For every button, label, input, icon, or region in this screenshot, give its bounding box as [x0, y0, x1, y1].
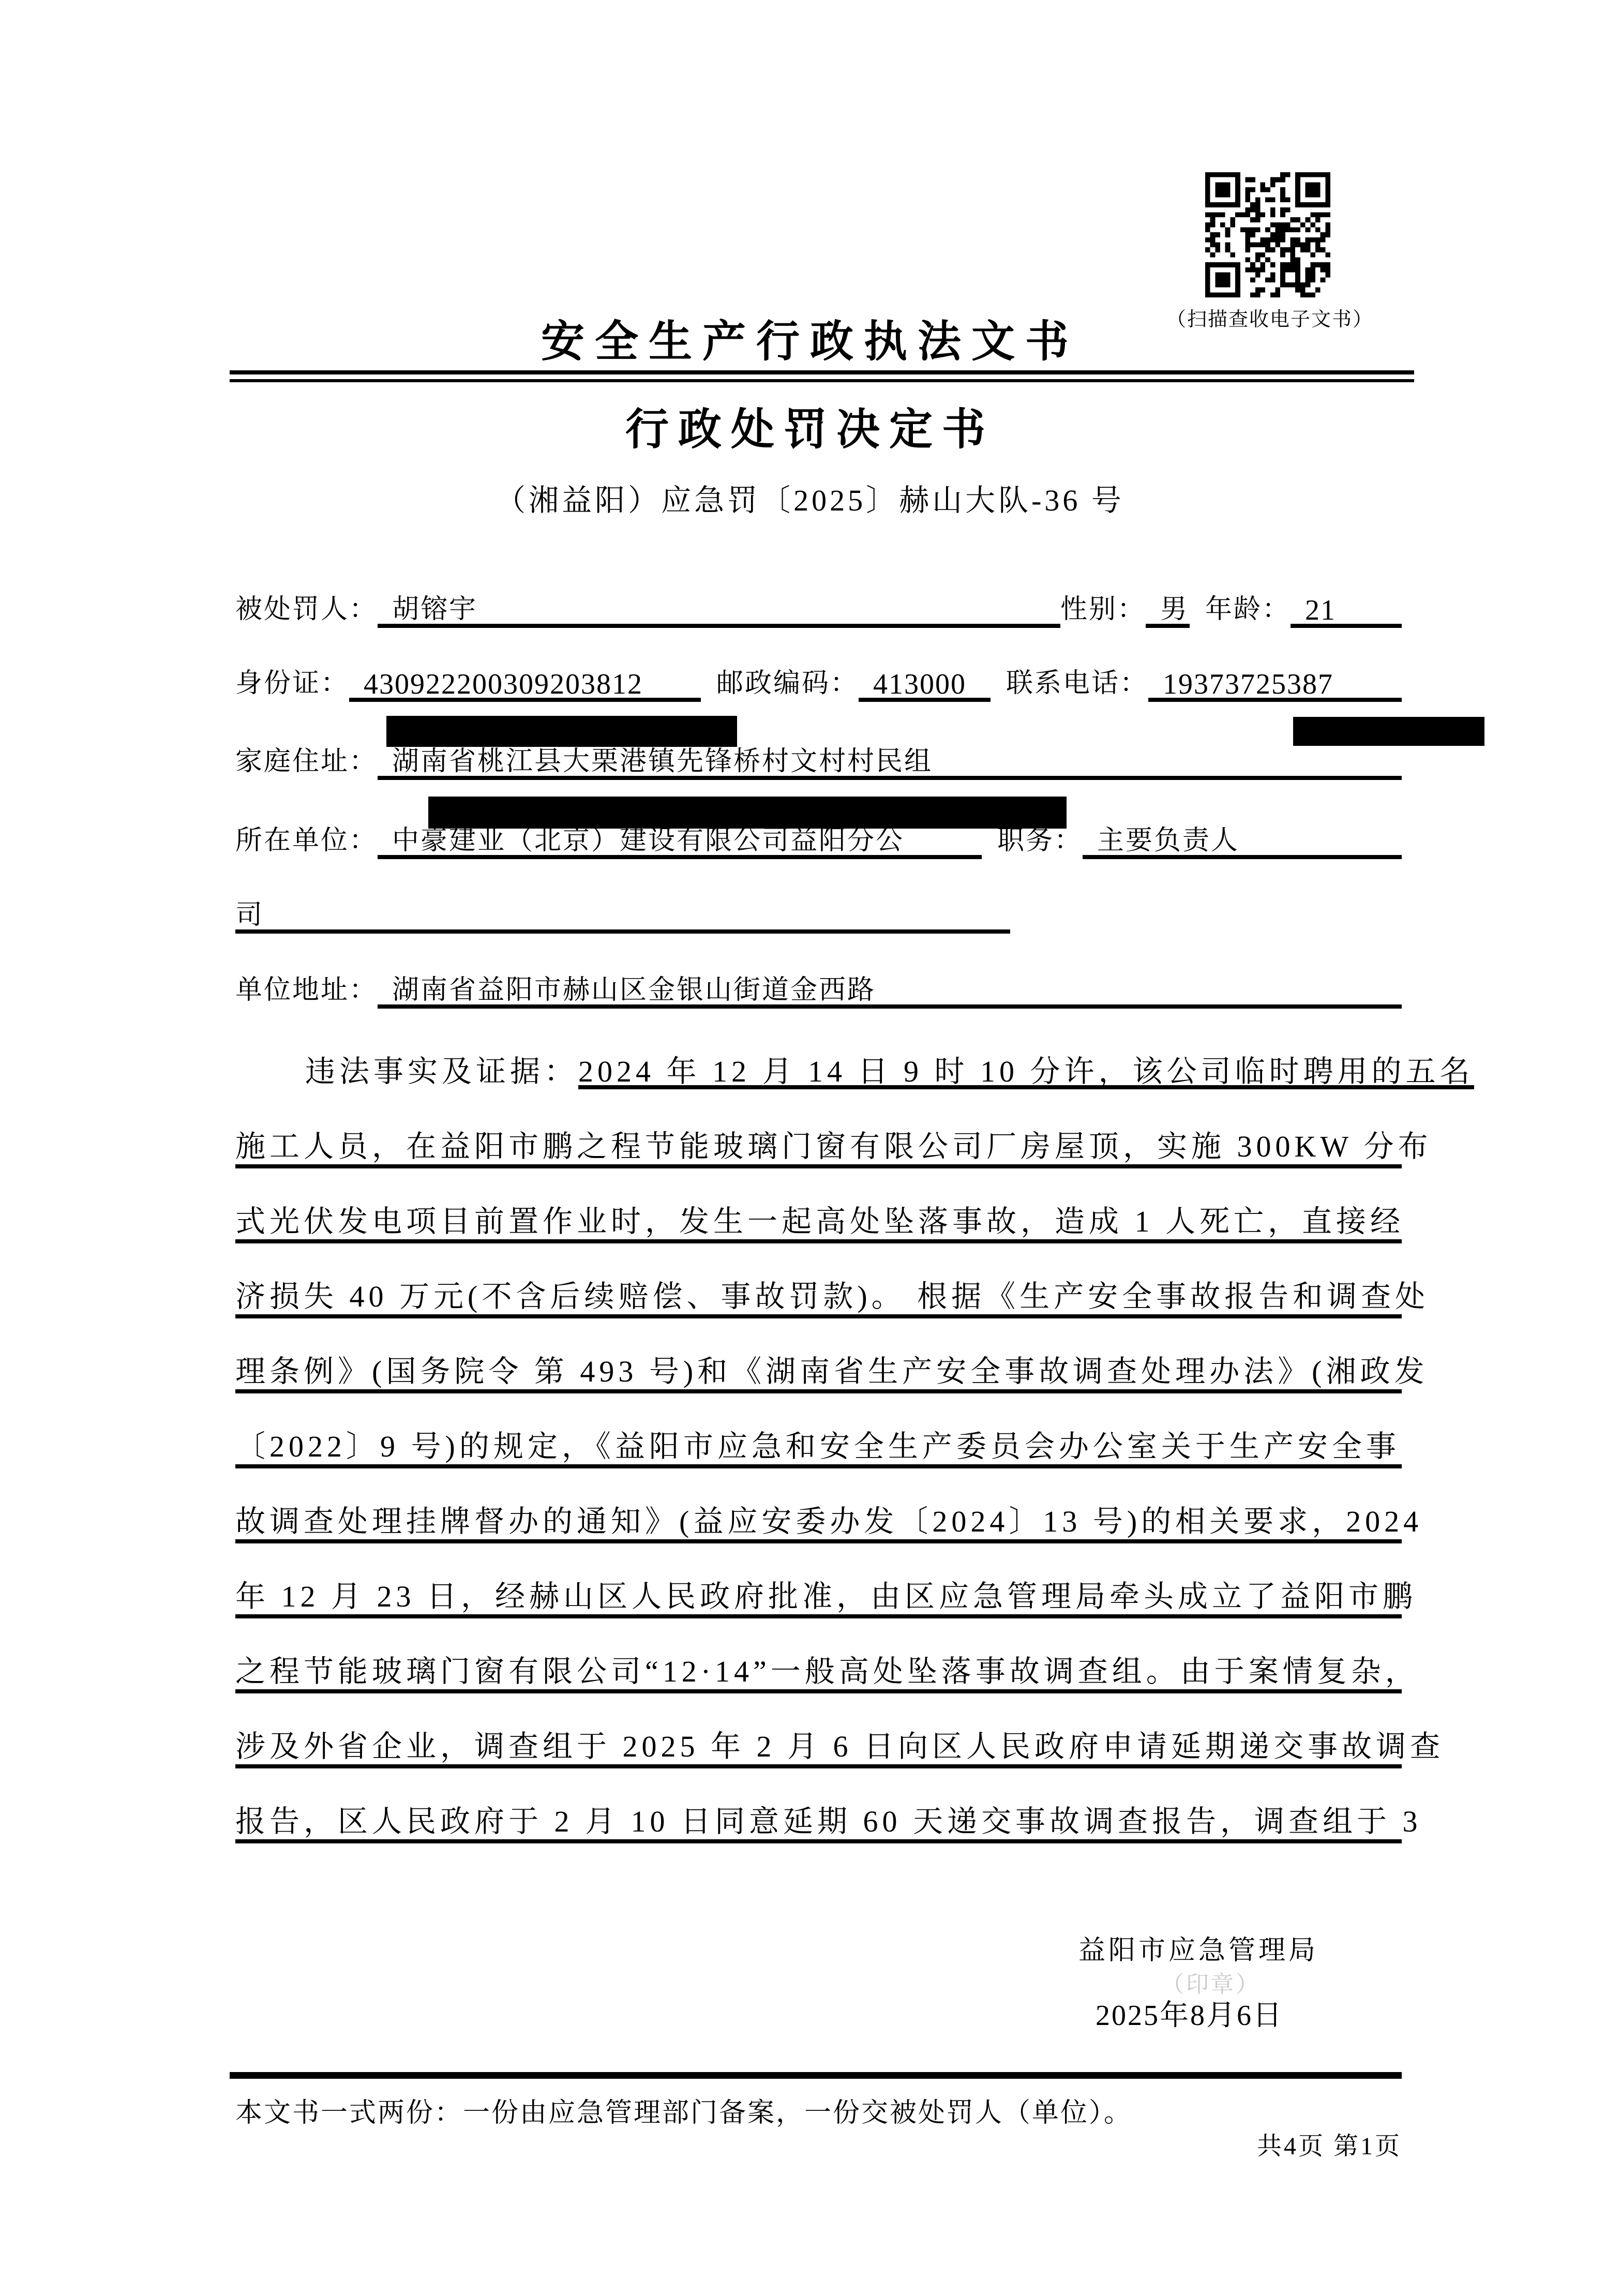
home-address-value: 湖南省桃江县大栗港镇先锋桥村文村村民组 [378, 747, 1402, 780]
phone-value: 19373725387 [1148, 669, 1402, 702]
form-row-home-address [235, 747, 1402, 780]
page-title: 行政处罚决定书 [625, 406, 995, 454]
body-line: 之程节能玻璃门窗有限公司“12·14”一般高处坠落事故调查组。由于案情复杂， [235, 1656, 1402, 1693]
document-series-title: 安全生产行政执法文书 [541, 318, 1079, 366]
body-line: 理条例》(国务院令 第 493 号)和《湖南省生产安全事故调查处理办法》(湘政发 [235, 1356, 1402, 1393]
gender-label: 性别： [1060, 595, 1146, 624]
redaction-box [1293, 717, 1484, 746]
double-rule [230, 370, 1414, 382]
qr-caption: （扫描查收电子文书） [1166, 309, 1373, 331]
age-label: 年龄： [1205, 595, 1291, 624]
body-line: 涉及外省企业，调查组于 2025 年 2 月 6 日向区人民政府申请延期递交事故调查 [235, 1731, 1402, 1768]
redaction-box [386, 716, 737, 747]
gender-value: 男 [1146, 595, 1190, 628]
penalized-person-value: 胡镕宇 [378, 595, 1060, 628]
age-value: 21 [1291, 595, 1402, 628]
phone-label: 联系电话： [1006, 669, 1149, 698]
home-address-label: 家庭住址： [235, 747, 378, 776]
qr-code [1205, 172, 1330, 297]
employer-value: 中豪建业（北京）建设有限公司益阳分公 [378, 826, 982, 859]
facts-evidence-label: 违法事实及证据： [305, 1055, 579, 1088]
issuing-agency: 益阳市应急管理局 [1078, 1936, 1319, 1965]
seal-placeholder: （印章） [1161, 1972, 1261, 1997]
postal-code-value: 413000 [859, 669, 991, 702]
position-label: 职务： [997, 826, 1083, 856]
employer-label: 所在单位： [235, 826, 378, 856]
unit-address-value: 湖南省益阳市赫山区金银山街道金西路 [378, 976, 1402, 1009]
body-line: 式光伏发电项目前置作业时，发生一起高处坠落事故，造成 1 人死亡，直接经 [235, 1206, 1402, 1243]
spacer [982, 826, 997, 859]
postal-code-label: 邮政编码： [716, 669, 859, 698]
form-row-employer-continuation [235, 901, 1010, 934]
id-number-label: 身份证： [235, 669, 350, 698]
body-line [235, 1055, 1474, 1089]
page-number: 共4页 第1页 [1256, 2133, 1402, 2160]
spacer [701, 669, 716, 702]
form-row-id-contact [235, 669, 1402, 702]
form-row-unit-address [235, 976, 1402, 1009]
issue-date: 2025年8月6日 [1096, 2000, 1283, 2032]
footer-rule [230, 2072, 1402, 2079]
body-line: 施工人员，在益阳市鹏之程节能玻璃门窗有限公司厂房屋顶，实施 300KW 分布 [235, 1131, 1402, 1168]
body-line: 年 12 月 23 日，经赫山区人民政府批准，由区应急管理局牵头成立了益阳市鹏 [235, 1581, 1402, 1618]
body-line: 故调查处理挂牌督办的通知》(益应安委办发〔2024〕13 号)的相关要求，2024 [235, 1506, 1402, 1543]
spacer [991, 669, 1006, 702]
body-line: 〔2022〕9 号)的规定，《益阳市应急和安全生产委员会办公室关于生产安全事 [235, 1431, 1402, 1468]
spacer [1190, 595, 1205, 628]
body-line-text: 2024 年 12 月 14 日 9 时 10 分许，该公司临时聘用的五名 [578, 1055, 1474, 1088]
employer-value-continuation: 司 [235, 901, 1010, 934]
position-value: 主要负责人 [1083, 826, 1402, 859]
id-number-value: 430922200309203812 [349, 669, 701, 702]
body-line: 报告，区人民政府于 2 月 10 日同意延期 60 天递交事故调查报告，调查组于 3 [235, 1806, 1402, 1843]
unit-address-label: 单位地址： [235, 976, 378, 1005]
document-number: （湘益阳）应急罚〔2025〕赫山大队-36 号 [496, 484, 1124, 517]
redaction-box [428, 797, 1067, 829]
form-row-employer [235, 826, 1402, 859]
penalized-person-label: 被处罚人： [235, 595, 378, 624]
footer-note: 本文书一式两份：一份由应急管理部门备案，一份交被处罚人（单位）。 [235, 2098, 1133, 2128]
body-line: 济损失 40 万元(不含后续赔偿、事故罚款)。 根据《生产安全事故报告和调查处 [235, 1281, 1402, 1318]
form-row-penalized-person [235, 595, 1402, 628]
